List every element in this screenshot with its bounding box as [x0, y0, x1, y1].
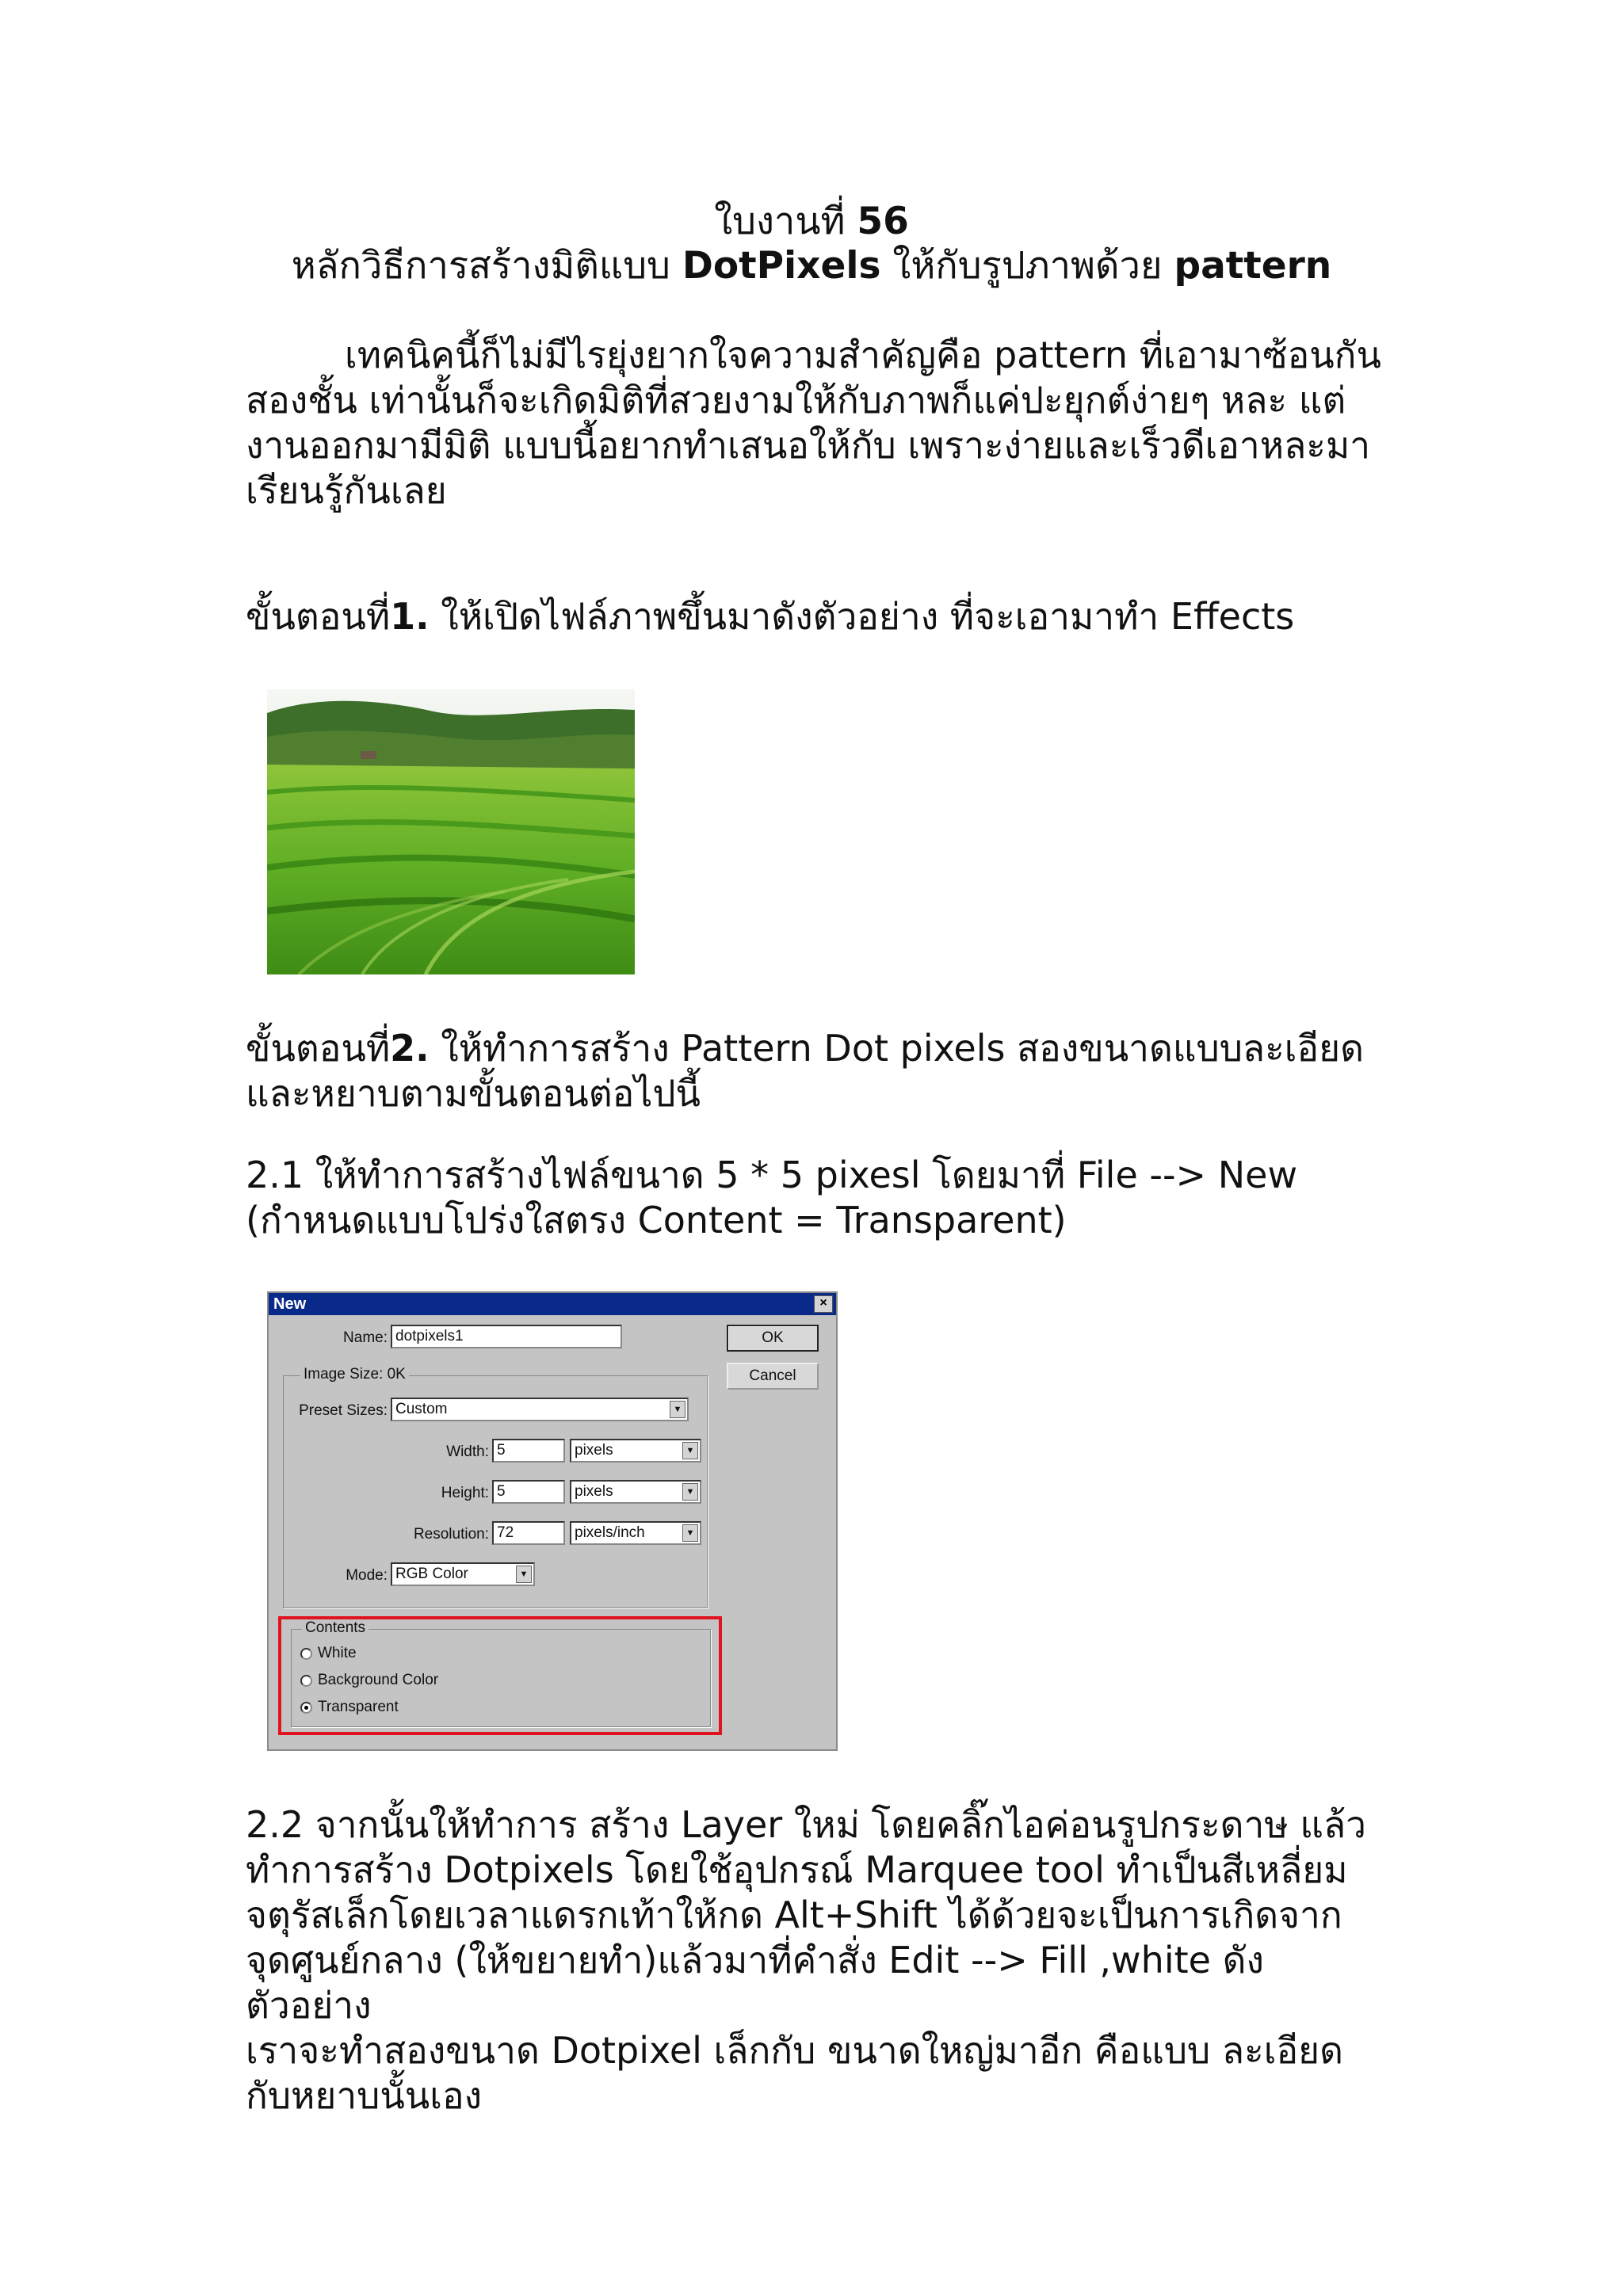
image-size-legend: Image Size: 0K [300, 1366, 409, 1383]
worksheet-subtitle [0, 244, 1623, 288]
radio-white-label: White [318, 1645, 357, 1661]
title-number: 56 [857, 200, 909, 243]
radio-transparent-label: Transparent [318, 1699, 399, 1715]
radio-transparent[interactable] [300, 1702, 312, 1714]
resolution-field[interactable]: 72 [492, 1521, 565, 1545]
chevron-down-icon[interactable]: ▼ [682, 1483, 698, 1501]
preset-sizes-select[interactable] [391, 1398, 689, 1421]
height-label: Height: [441, 1485, 489, 1501]
width-unit-select[interactable] [570, 1439, 701, 1463]
step2-1-paragraph: 2.1 ให้ทำการสร้างไฟล์ขนาด 5 * 5 pixesl โดยมาที่ File --> New (กำหนดแบบโปร่งใสตรง Content = Transparent) [246, 1154, 1298, 1241]
step2-number: 2. [390, 1027, 430, 1070]
chevron-down-icon[interactable]: ▼ [516, 1566, 532, 1583]
step1-prefix: ขั้นตอนที่ [246, 595, 391, 638]
name-field[interactable]: dotpixels1 [391, 1325, 622, 1348]
subtitle-pattern: pattern [1174, 244, 1332, 288]
step1-heading [246, 594, 1387, 639]
dialog-title: New [273, 1295, 307, 1313]
resolution-unit-value: pixels/inch [575, 1524, 645, 1541]
height-field[interactable]: 5 [492, 1480, 565, 1504]
contents-legend: Contents [302, 1619, 369, 1637]
mode-value: RGB Color [395, 1566, 468, 1582]
subtitle-part2: ให้กับรูปภาพด้วย [880, 244, 1174, 288]
worksheet-title [0, 200, 1623, 244]
mode-select[interactable] [391, 1562, 535, 1586]
height-unit-select[interactable] [570, 1480, 701, 1504]
chevron-down-icon[interactable]: ▼ [682, 1442, 698, 1459]
chevron-down-icon[interactable]: ▼ [682, 1524, 698, 1542]
chevron-down-icon[interactable]: ▼ [670, 1401, 685, 1418]
radio-white[interactable] [300, 1648, 312, 1660]
height-unit-value: pixels [575, 1483, 613, 1500]
resolution-label: Resolution: [413, 1526, 489, 1543]
mode-label: Mode: [346, 1567, 388, 1584]
radio-background-color[interactable] [300, 1675, 312, 1687]
width-label: Width: [446, 1444, 489, 1460]
radio-background-color-label: Background Color [318, 1672, 439, 1688]
preset-sizes-value: Custom [395, 1401, 448, 1417]
step2-text: ให้ทำการสร้าง Pattern Dot pixels สองขนาดแบบละเอียด และหยาบตามขั้นตอนต่อไปนี้ [246, 1027, 1364, 1115]
resolution-unit-select[interactable] [570, 1521, 701, 1545]
new-file-dialog [267, 1291, 838, 1751]
subtitle-dotpixels: DotPixels [682, 244, 881, 288]
step1-text: ให้เปิดไฟล์ภาพขึ้นมาดังตัวอย่าง ที่จะเอามาทำ Effects [429, 595, 1295, 638]
title-prefix: ใบงานที่ [714, 200, 857, 243]
cancel-button[interactable]: Cancel [727, 1363, 819, 1390]
step2-2-paragraph: 2.2 จากนั้นให้ทำการ สร้าง Layer ใหม่ โดยคลิ๊กไอค่อนรูปกระดาษ แล้ว ทำการสร้าง Dotpixels โดยใช้อุปกรณ์ Marquee tool ทำเป็นสีเหลี่ยม จตุรัสเล็กโดยเวลาแดรกเท้าให้กด Alt+Shift ได้ด้วยจะเป็นการเกิดจาก จุดศูนย์กลาง (ให้ขยายทำ)แล้วมาที่คำสั่ง Edit --> Fill ,white ดังตัวอย่าง เราจะทำสองขนาด Dotpixel เล็กกับ ขนาดใหญ่มาอีก คือแบบ ละเอียด กับหยาบนั้นเอง [246, 1803, 1366, 2117]
ok-button[interactable]: OK [727, 1325, 819, 1352]
name-label: Name: [343, 1329, 388, 1346]
rice-field-photo [267, 689, 635, 974]
step2-prefix: ขั้นตอนที่ [246, 1027, 391, 1070]
subtitle-part1: หลักวิธีการสร้างมิติแบบ [291, 244, 682, 288]
width-field[interactable]: 5 [492, 1439, 565, 1463]
preset-sizes-label: Preset Sizes: [299, 1402, 388, 1419]
dialog-title-bar [269, 1293, 836, 1315]
close-icon[interactable]: × [814, 1295, 833, 1313]
intro-paragraph: เทคนิคนี้ก็ไม่มีไรยุ่งยากใจความสำคัญคือ pattern ที่เอามาซ้อนกัน สองชั้น เท่านั้นก็จะเกิดมิติที่สวยงามให้กับภาพก็แค่ปะยุกต์ง่ายๆ หละ แต่ งานออกมามีมิติ แบบนี้อยากทำเสนอให้กับ เพราะง่ายและเร็วดีเอาหละมา เรียนรู้กันเลย [246, 334, 1381, 512]
step2-heading [246, 1026, 1387, 1116]
step1-number: 1. [390, 595, 430, 638]
width-unit-value: pixels [575, 1442, 613, 1459]
